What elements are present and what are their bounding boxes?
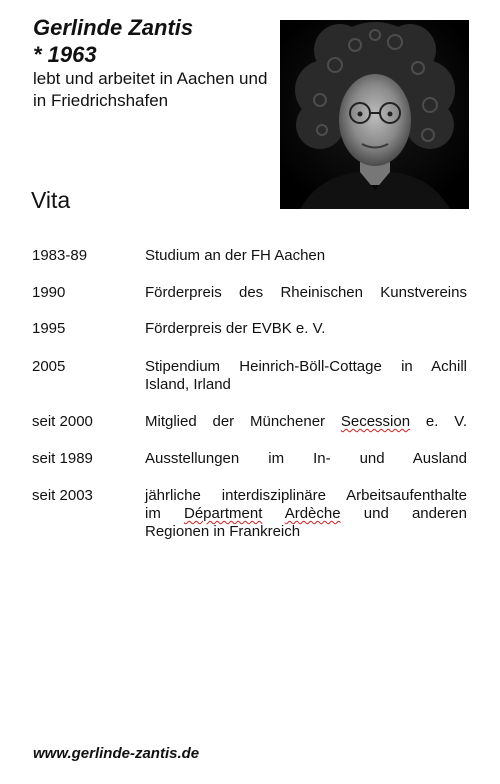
- portrait-image: [280, 20, 469, 209]
- portrait-photo: [280, 20, 469, 209]
- vita-text-line: Stipendium Heinrich-Böll-Cottage in Achill: [145, 358, 467, 375]
- spellcheck-word: Secession: [340, 413, 411, 430]
- vita-year: 1990: [32, 284, 66, 301]
- vita-text: Mitglied der Münchener Secession e. V.: [145, 413, 468, 430]
- website-link[interactable]: www.gerlinde-zantis.de: [33, 745, 200, 762]
- vita-text-line: im Départment Ardèche und anderen: [145, 505, 467, 522]
- spellcheck-word: Ardèche: [284, 505, 341, 522]
- vita-year: 1983-89: [32, 247, 88, 264]
- subtitle: lebt und arbeitet in Aachen und in Friedrichshafen: [33, 69, 268, 110]
- vita-text: Förderpreis der EVBK e. V.: [145, 320, 326, 337]
- vita-year: seit 1989: [32, 450, 93, 467]
- vita-text: Studium an der FH Aachen: [145, 247, 326, 264]
- vita-year: seit 2000: [32, 413, 93, 430]
- vita-text-line: Regionen in Frankreich: [145, 523, 301, 540]
- vita-text-line: Island, Irland: [145, 376, 231, 393]
- artist-name: Gerlinde Zantis: [33, 15, 194, 40]
- vita-year: 2005: [32, 358, 66, 375]
- spellcheck-word: Départment: [184, 505, 263, 522]
- vita-text: Förderpreis des Rheinischen Kunstvereins: [145, 284, 467, 301]
- vita-text-line: jährliche interdisziplinäre Arbeitsaufenthalte: [145, 487, 467, 504]
- birth-year: * 1963: [33, 42, 97, 67]
- section-title: Vita: [31, 187, 71, 213]
- vita-year: seit 2003: [32, 487, 93, 504]
- vita-text: Ausstellungen im In- und Ausland: [145, 450, 467, 467]
- vita-year: 1995: [32, 320, 66, 337]
